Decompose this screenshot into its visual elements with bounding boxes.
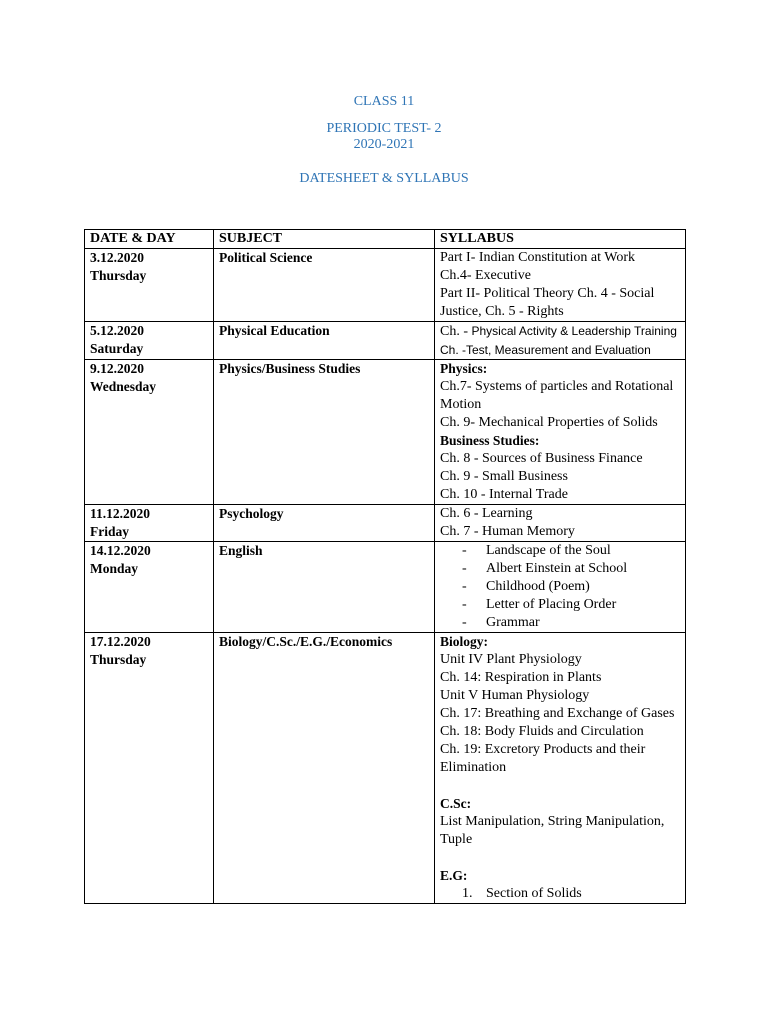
row-subject: English xyxy=(219,543,263,558)
list-item-text: Letter of Placing Order xyxy=(486,597,617,612)
eg-heading: E.G: xyxy=(440,868,468,883)
dash-bullet: - xyxy=(462,543,467,558)
list-item-text: Landscape of the Soul xyxy=(486,543,611,558)
spacer xyxy=(440,849,680,867)
row-day: Thursday xyxy=(90,268,147,283)
syllabus-line: Ch. 19: Excretory Products and their Elimination xyxy=(440,742,646,775)
list-item-text: Grammar xyxy=(486,615,540,630)
list-number: 1. xyxy=(462,886,473,901)
row-date: 5.12.2020 xyxy=(90,323,144,338)
syllabus-line: Ch.4- Executive xyxy=(440,268,531,283)
syllabus-line: Unit IV Plant Physiology xyxy=(440,652,582,667)
table-row xyxy=(85,505,686,542)
row-day: Wednesday xyxy=(90,379,157,394)
col-date-day: DATE & DAY xyxy=(85,230,214,249)
dash-bullet: - xyxy=(462,579,467,594)
syllabus-line: Ch. 17: Breathing and Exchange of Gases xyxy=(440,706,675,721)
spacer xyxy=(440,777,680,795)
list-item xyxy=(440,542,680,560)
syllabus-line: Ch. 8 - Sources of Business Finance xyxy=(440,451,643,466)
col-syllabus: SYLLABUS xyxy=(435,230,686,249)
test-title: PERIODIC TEST- 2 xyxy=(326,121,442,136)
list-item-text: Section of Solids xyxy=(486,886,582,901)
row-day: Friday xyxy=(90,524,129,539)
row-date: 14.12.2020 xyxy=(90,543,151,558)
csc-heading: C.Sc: xyxy=(440,796,472,811)
table-row xyxy=(85,322,686,360)
table-row xyxy=(85,542,686,633)
table-header-row xyxy=(85,230,686,249)
row-subject: Political Science xyxy=(219,250,313,265)
row-date: 11.12.2020 xyxy=(90,506,151,521)
row-subject: Psychology xyxy=(219,506,284,521)
syllabus-line: Part II- Political Theory Ch. 4 - Social Justice, Ch. 5 - Rights xyxy=(440,286,655,319)
row-day: Saturday xyxy=(90,341,144,356)
syllabus-line: Part I- Indian Constitution at Work xyxy=(440,250,635,265)
datesheet-table xyxy=(84,229,686,904)
session-year: 2020-2021 xyxy=(353,137,415,152)
syllabus-line: Unit V Human Physiology xyxy=(440,688,590,703)
syllabus-line: Ch. 10 - Internal Trade xyxy=(440,487,568,502)
col-subject: SUBJECT xyxy=(214,230,435,249)
syllabus-line: Ch.7- Systems of particles and Rotational Motion xyxy=(440,379,674,412)
syllabus-line: Ch. 6 - Learning xyxy=(440,506,533,521)
row-date: 3.12.2020 xyxy=(90,250,144,265)
table-row xyxy=(85,633,686,904)
dash-bullet: - xyxy=(462,615,467,630)
row-subject: Biology/C.Sc./E.G./Economics xyxy=(219,634,393,649)
table-row xyxy=(85,360,686,505)
list-item xyxy=(440,596,680,614)
row-date: 17.12.2020 xyxy=(90,634,151,649)
syllabus-text: Physical Activity & Leadership Training xyxy=(471,324,677,338)
biology-heading: Biology: xyxy=(440,634,489,649)
row-day: Monday xyxy=(90,561,139,576)
syllabus-line: List Manipulation, String Manipulation, Tuple xyxy=(440,814,665,847)
syllabus-prefix: Ch. - xyxy=(440,324,472,339)
row-subject: Physics/Business Studies xyxy=(219,361,361,376)
row-day: Thursday xyxy=(90,652,147,667)
row-date: 9.12.2020 xyxy=(90,361,144,376)
list-item xyxy=(440,614,680,632)
syllabus-line: Ch. 7 - Human Memory xyxy=(440,524,575,539)
row-subject: Physical Education xyxy=(219,323,330,338)
syllabus-line xyxy=(440,322,680,341)
syllabus-line: Ch. -Test, Measurement and Evaluation xyxy=(440,343,651,357)
list-item-text: Albert Einstein at School xyxy=(486,561,628,576)
syllabus-line: Ch. 9- Mechanical Properties of Solids xyxy=(440,415,658,430)
list-item xyxy=(440,560,680,578)
datesheet-title: DATESHEET & SYLLABUS xyxy=(299,171,469,186)
table-row xyxy=(85,249,686,322)
list-item xyxy=(440,885,680,903)
list-item-text: Childhood (Poem) xyxy=(486,579,590,594)
dash-bullet: - xyxy=(462,597,467,612)
syllabus-line: Ch. 14: Respiration in Plants xyxy=(440,670,602,685)
list-item xyxy=(440,578,680,596)
business-studies-heading: Business Studies: xyxy=(440,433,540,448)
dash-bullet: - xyxy=(462,561,467,576)
syllabus-line: Ch. 9 - Small Business xyxy=(440,469,568,484)
syllabus-line: Ch. 18: Body Fluids and Circulation xyxy=(440,724,644,739)
physics-heading: Physics: xyxy=(440,361,488,376)
class-title: CLASS 11 xyxy=(353,94,415,109)
